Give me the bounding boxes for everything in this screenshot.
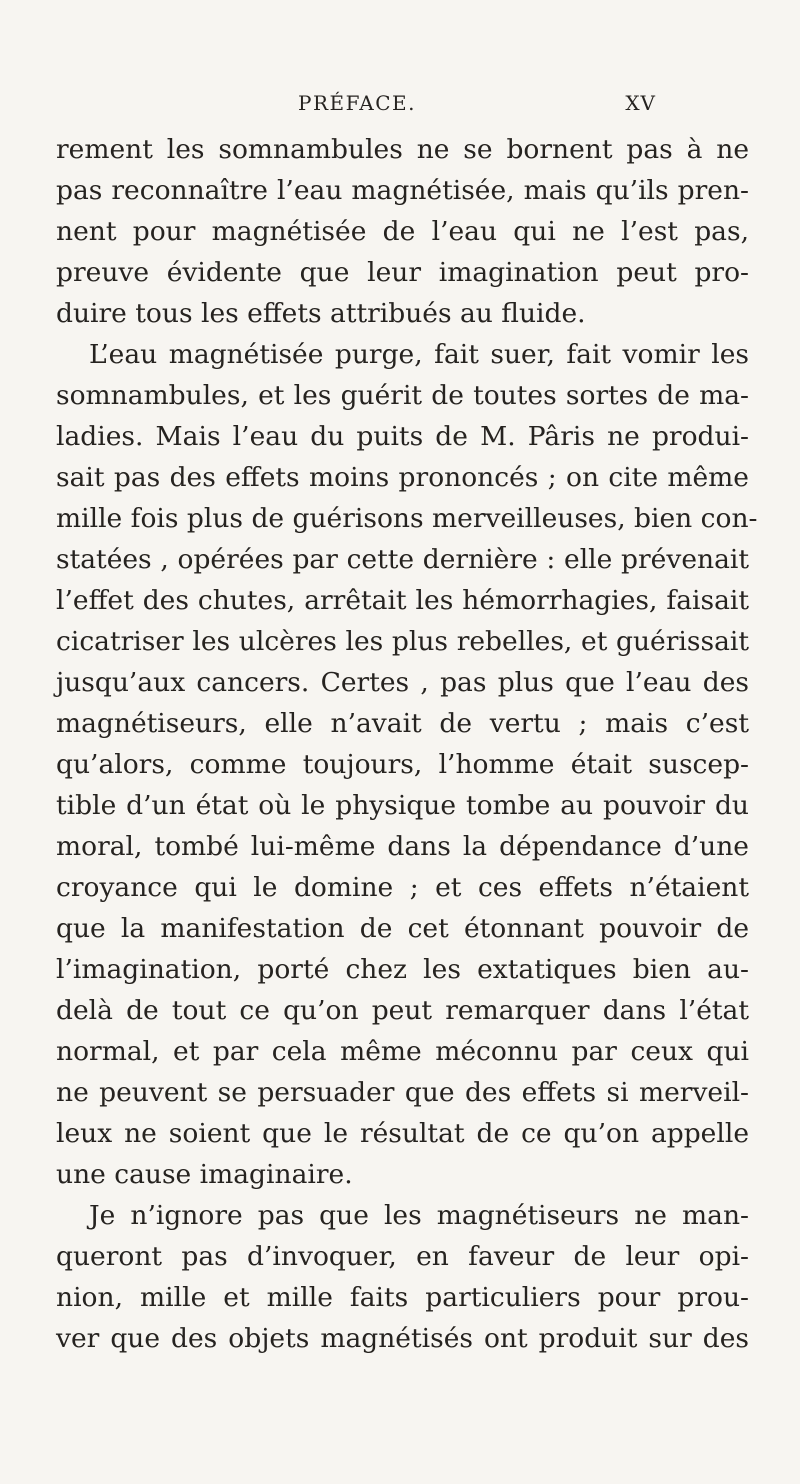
text-line: leux ne soient que le résultat de ce qu’on appelle (56, 1118, 749, 1149)
text-line: pas reconnaître l’eau magnétisée, mais qu’ils pren- (56, 175, 749, 206)
text-line: ver que des objets magnétisés ont produit sur des (56, 1323, 749, 1354)
running-title: PRÉFACE. (298, 91, 416, 115)
text-line: une cause imaginaire. (56, 1159, 353, 1190)
text-line: nion, mille et mille faits particuliers pour prou- (56, 1282, 749, 1313)
text-line: qu’alors, comme toujours, l’homme était suscep- (56, 749, 749, 780)
text-line: ne peuvent se persuader que des effets si merveil- (56, 1077, 749, 1108)
text-line: l’imagination, porté chez les extatiques bien au- (56, 954, 749, 985)
text-line: duire tous les effets attribués au fluide. (56, 298, 586, 329)
text-line: cicatriser les ulcères les plus rebelles, et guérissait (56, 626, 749, 657)
text-line: mille fois plus de guérisons merveilleuses, bien con- (56, 503, 758, 534)
text-line: nent pour magnétisée de l’eau qui ne l’est pas, (56, 216, 749, 247)
text-line: statées , opérées par cette dernière : elle prévenait (56, 544, 749, 575)
text-line: l’effet des chutes, arrêtait les hémorrhagies, faisait (56, 585, 749, 616)
text-line: Je n’ignore pas que les magnétiseurs ne man- (89, 1200, 749, 1231)
text-line: normal, et par cela même méconnu par ceux qui (56, 1036, 749, 1067)
text-line: tible d’un état où le physique tombe au pouvoir du (56, 790, 749, 821)
text-line: que la manifestation de cet étonnant pouvoir de (56, 913, 749, 944)
text-line: queront pas d’invoquer, en faveur de leur opi- (56, 1241, 749, 1272)
page-number: XV (625, 91, 656, 115)
text-line: magnétiseurs, elle n’avait de vertu ; mais c’est (56, 708, 749, 739)
text-line: croyance qui le domine ; et ces effets n’étaient (56, 872, 749, 903)
text-line: delà de tout ce qu’on peut remarquer dans l’état (56, 995, 749, 1026)
text-line: L’eau magnétisée purge, fait suer, fait vomir les (89, 339, 749, 370)
text-line: sait pas des effets moins prononcés ; on cite même (56, 462, 749, 493)
text-line: jusqu’aux cancers. Certes , pas plus que l’eau des (56, 667, 749, 698)
text-line: ladies. Mais l’eau du puits de M. Pâris ne produi- (56, 421, 749, 452)
text-line: rement les somnambules ne se bornent pas à ne (56, 134, 749, 165)
text-line: somnambules, et les guérit de toutes sortes de ma- (56, 380, 749, 411)
text-line: moral, tombé lui-même dans la dépendance d’une (56, 831, 749, 862)
text-line: preuve évidente que leur imagination peut pro- (56, 257, 749, 288)
